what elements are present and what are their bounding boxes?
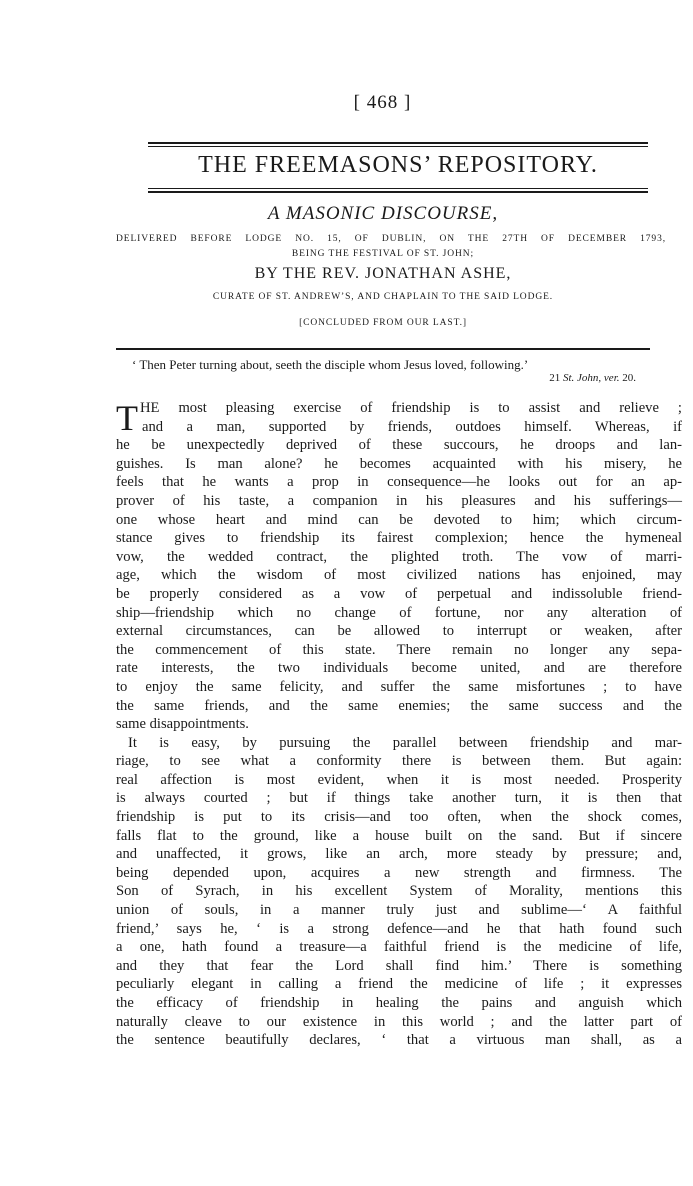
body-line: and they that fear the Lord shall find him.’ There is something [116, 957, 682, 974]
header-rule-bottom [148, 191, 648, 193]
body-line: and a man, supported by friends, outdoes himself. Whereas, if [142, 418, 682, 435]
body-line: the same friends, and the same enemies; the same success and the [116, 697, 682, 714]
body-line: same disappointments. [116, 716, 249, 733]
body-line: age, which the wisdom of most civilized nations has enjoined, may [116, 567, 682, 584]
body-line: he be unexpectedly deprived of these succours, he droops and lan- [116, 437, 682, 454]
body-line: the sentence beautifully declares, ‘ that a virtuous man shall, as a [116, 1032, 682, 1049]
body-line: a one, hath found a treasure—a faithful friend is the medicine of life, [116, 939, 682, 956]
body-line: peculiarly elegant in calling a friend the medicine of life ; it expresses [116, 976, 682, 993]
epigraph-reference [116, 372, 636, 384]
body-line: real affection is most evident, when it is most needed. Prosperity [116, 771, 682, 788]
body-line: It is easy, by pursuing the parallel between friendship and mar- [128, 734, 682, 751]
body-line: naturally cleave to our existence in this world ; and the latter part of [116, 1013, 682, 1030]
header-rule-top [148, 142, 648, 144]
delivered-line-2: BEING THE FESTIVAL OF ST. JOHN; [291, 249, 475, 259]
body-line: union of souls, in a manner truly just and sublime—‘ A faithful [116, 902, 682, 919]
body-line: riage, to see what a conformity there is between them. But again: [116, 753, 682, 770]
body-line: be properly considered as a vow of perpetual and indissoluble friend- [116, 585, 682, 602]
delivered-line-1: DELIVERED BEFORE LODGE NO. 15, OF DUBLIN, ON THE 27TH OF DECEMBER 1793, [116, 234, 666, 244]
body-line: the efficacy of friendship in healing the pains and anguish which [116, 995, 682, 1011]
body-line: the commencement of this state. There remain no longer any sepa- [116, 641, 682, 658]
body-line: guishes. Is man alone? he becomes acquainted with his misery, he [116, 455, 682, 472]
body-line: to enjoy the same felicity, and suffer the same misfortunes ; to have [116, 678, 682, 695]
drop-cap: T [116, 398, 138, 438]
body-line: ship—friendship which no change of fortune, nor any alteration of [116, 604, 682, 621]
body-line: Son of Syrach, in his excellent System of Morality, mentions this [116, 883, 682, 900]
body-line: and unaffected, it grows, like an arch, more steady by pressure; and, [116, 846, 682, 863]
body-line: friendship is put to its crisis—and too often, when the shock comes, [116, 809, 682, 826]
epigraph-quote: ‘ Then Peter turning about, seeth the disciple whom Jesus loved, following.’ [132, 357, 529, 372]
main-title: THE FREEMASONS’ REPOSITORY. [198, 152, 598, 178]
body-line: is always courted ; but if things take another turn, it is then that [116, 790, 682, 807]
epigraph-reference-prefix: 21 [549, 372, 563, 384]
curate-line: CURATE OF ST. ANDREW’S, AND CHAPLAIN TO THE SAID LODGE. [212, 292, 554, 302]
author-line: BY THE REV. JONATHAN ASHE, [254, 265, 512, 282]
body-line: one whose heart and mind can be devoted to him; which circum- [116, 511, 682, 528]
body-line: vow, the wedded contract, the plighted troth. The vow of marri- [116, 548, 682, 565]
body-line: falls flat to the ground, like a house built on the sand. But if sincere [116, 827, 682, 844]
body-text [116, 399, 682, 1050]
header-rule-bottom-thin [148, 188, 648, 189]
body-line: HE most pleasing exercise of friendship is to assist and relieve ; [140, 400, 682, 416]
body-line: external circumstances, can be allowed to interrupt or weaken, after [116, 623, 682, 640]
body-line: stance gives to friendship its fairest complexion; hence the hymeneal [116, 530, 682, 547]
body-line: prover of his taste, a companion in his pleasures and his sufferings— [116, 492, 682, 509]
body-line: feels that he wants a prop in consequence—he looks out for an ap- [116, 474, 682, 491]
header-rule-top-thin [148, 146, 648, 147]
epigraph-reference-book: St. John, ver. [562, 372, 620, 384]
epigraph-rule [116, 348, 650, 350]
page-number: [ 468 ] [353, 92, 412, 113]
body-line: rate interests, the two individuals become united, and are therefore [116, 660, 682, 677]
concluded-note: [CONCLUDED FROM OUR LAST.] [299, 318, 467, 328]
discourse-title: A MASONIC DISCOURSE, [267, 203, 499, 224]
body-line: friend,’ says he, ‘ is a strong defence—and he that hath found such [116, 920, 682, 937]
epigraph-reference-suffix: 20. [619, 372, 636, 384]
body-line: being depended upon, acquires a new strength and firmness. The [116, 864, 682, 881]
